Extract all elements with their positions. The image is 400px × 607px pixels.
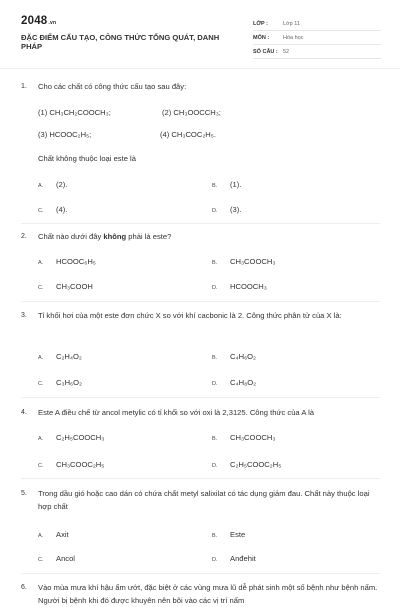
option-text: C₂H₅COOCH₃ xyxy=(56,433,105,442)
meta-row-grade xyxy=(253,17,381,31)
option-text: C₂H₄O₂ xyxy=(56,352,82,361)
question-text-post: phải là este? xyxy=(126,232,172,241)
answer-option-a[interactable] xyxy=(38,257,96,266)
meta-row-subject xyxy=(253,31,381,45)
option-label: C. xyxy=(38,463,44,469)
question-number: 1. xyxy=(21,83,27,90)
question-divider xyxy=(21,301,380,302)
question-ask: Chất không thuộc loại este là xyxy=(38,154,136,163)
answer-option-b[interactable] xyxy=(212,352,256,361)
question-text: Cho các chất có công thức cấu tạo sau đây: xyxy=(38,82,187,91)
option-text: CH₃COOC₂H₅ xyxy=(56,460,105,469)
question-text xyxy=(38,230,380,243)
option-label: A. xyxy=(38,260,44,266)
option-text: CH₃COOH xyxy=(56,282,93,291)
answer-option-c[interactable] xyxy=(38,282,93,291)
meta-value: Hóa học xyxy=(283,34,304,41)
question-text-pre: Chất nào dưới đây xyxy=(38,232,104,241)
question-text: Tỉ khối hơi của một este đơn chức X so với khí cacbonic là 2. Công thức phân tử của X là: xyxy=(38,311,342,320)
option-label: A. xyxy=(38,183,44,189)
answer-option-d[interactable] xyxy=(212,378,256,387)
answer-option-d[interactable] xyxy=(212,460,281,469)
option-text: (2). xyxy=(56,180,68,189)
question-number: 4. xyxy=(21,409,27,416)
formula-item: (3) HCOOC₂H₅; xyxy=(38,130,92,139)
option-text: CH₃COOCH₃ xyxy=(230,433,276,442)
meta-value: 52 xyxy=(283,48,290,55)
option-text: C₂H₅COOC₂H₅ xyxy=(230,460,282,469)
option-text: Axit xyxy=(56,530,69,539)
answer-option-a[interactable] xyxy=(38,530,69,539)
question-text: Este A điều chế từ ancol metylic có tỉ khối so với oxi là 2,3125. Công thức của A là xyxy=(38,408,315,417)
answer-option-c[interactable] xyxy=(38,378,82,387)
header-divider xyxy=(0,68,400,69)
option-label: B. xyxy=(212,183,218,189)
option-text: HCOOCH₃ xyxy=(230,282,267,291)
answer-option-d[interactable] xyxy=(212,554,256,563)
question-divider xyxy=(21,478,380,479)
answer-option-b[interactable] xyxy=(212,180,241,189)
answer-option-b[interactable] xyxy=(212,433,275,442)
formula-item: (1) CH₃CH₂COOCH₃; xyxy=(38,108,111,117)
meta-row-count xyxy=(253,45,381,59)
question-number: 5. xyxy=(21,490,27,497)
option-text: Ancol xyxy=(56,554,75,563)
answer-option-c[interactable] xyxy=(38,205,67,214)
option-text: (1). xyxy=(230,180,242,189)
question-divider xyxy=(21,573,380,574)
question-text-emphasis: không xyxy=(103,232,127,241)
question-divider xyxy=(21,223,380,224)
option-label: D. xyxy=(212,208,218,214)
option-label: B. xyxy=(212,533,218,539)
question-divider xyxy=(21,397,380,398)
question-text: Trong dầu gió hoặc cao dán có chứa chất metyl salixilat có tác dụng giảm đau. Chất này thuộc loại hợp chất xyxy=(38,489,370,511)
answer-option-b[interactable] xyxy=(212,530,245,539)
option-label: D. xyxy=(212,381,218,387)
site-logo[interactable] xyxy=(21,15,56,27)
option-label: C. xyxy=(38,285,44,291)
option-text: (3). xyxy=(230,205,242,214)
question-number: 3. xyxy=(21,312,27,319)
option-label: B. xyxy=(212,260,218,266)
meta-table xyxy=(253,17,381,59)
option-label: C. xyxy=(38,381,44,387)
option-label: A. xyxy=(38,436,44,442)
option-label: C. xyxy=(38,208,44,214)
option-label: A. xyxy=(38,533,44,539)
question-number: 2. xyxy=(21,233,27,240)
option-label: D. xyxy=(212,285,218,291)
option-label: B. xyxy=(212,355,218,361)
answer-option-b[interactable] xyxy=(212,257,275,266)
option-text: C₄H₆O₂ xyxy=(230,352,256,361)
meta-key: SỐ CÂU : xyxy=(253,48,278,55)
answer-option-a[interactable] xyxy=(38,352,82,361)
option-label: B. xyxy=(212,436,218,442)
option-text: Anđehit xyxy=(230,554,256,563)
option-text: CH₃COOCH₃ xyxy=(230,257,276,266)
meta-key: LỚP : xyxy=(253,20,268,27)
logo-suffix: .vn xyxy=(48,20,57,26)
option-text: HCOOC₆H₅ xyxy=(56,257,96,266)
answer-option-c[interactable] xyxy=(38,460,104,469)
question-number: 6. xyxy=(21,584,27,591)
logo-main: 2048 xyxy=(21,15,48,27)
answer-option-d[interactable] xyxy=(212,205,241,214)
answer-option-c[interactable] xyxy=(38,554,75,563)
answer-option-d[interactable] xyxy=(212,282,267,291)
formula-item: (2) CH₃OOCCH₃; xyxy=(162,108,221,117)
option-text: Este xyxy=(230,530,246,539)
option-label: A. xyxy=(38,355,44,361)
option-text: (4). xyxy=(56,205,68,214)
question-text: Vào mùa mưa khí hậu ẩm ướt, đặc biệt ở các vùng mưa lũ dễ phát sinh một số bệnh như bệnh nấm. Người bị bệnh khi đó được khuyên nên bôi vào các vị trí nấm xyxy=(38,583,378,605)
meta-value: Lớp 11 xyxy=(283,20,300,27)
option-text: C₃H₆O₂ xyxy=(56,378,82,387)
option-text: C₄H₈O₂ xyxy=(230,378,257,387)
topic-title: ĐẶC ĐIỂM CẤU TẠO, CÔNG THỨC TỔNG QUÁT, DANH PHÁP xyxy=(21,33,220,51)
answer-option-a[interactable] xyxy=(38,180,67,189)
page-header xyxy=(0,0,400,70)
meta-key: MÔN : xyxy=(253,34,270,41)
option-label: C. xyxy=(38,557,44,563)
option-label: D. xyxy=(212,463,218,469)
answer-option-a[interactable] xyxy=(38,433,104,442)
formula-item: (4) CH₃COC₂H₅. xyxy=(160,130,216,139)
option-label: D. xyxy=(212,557,218,563)
